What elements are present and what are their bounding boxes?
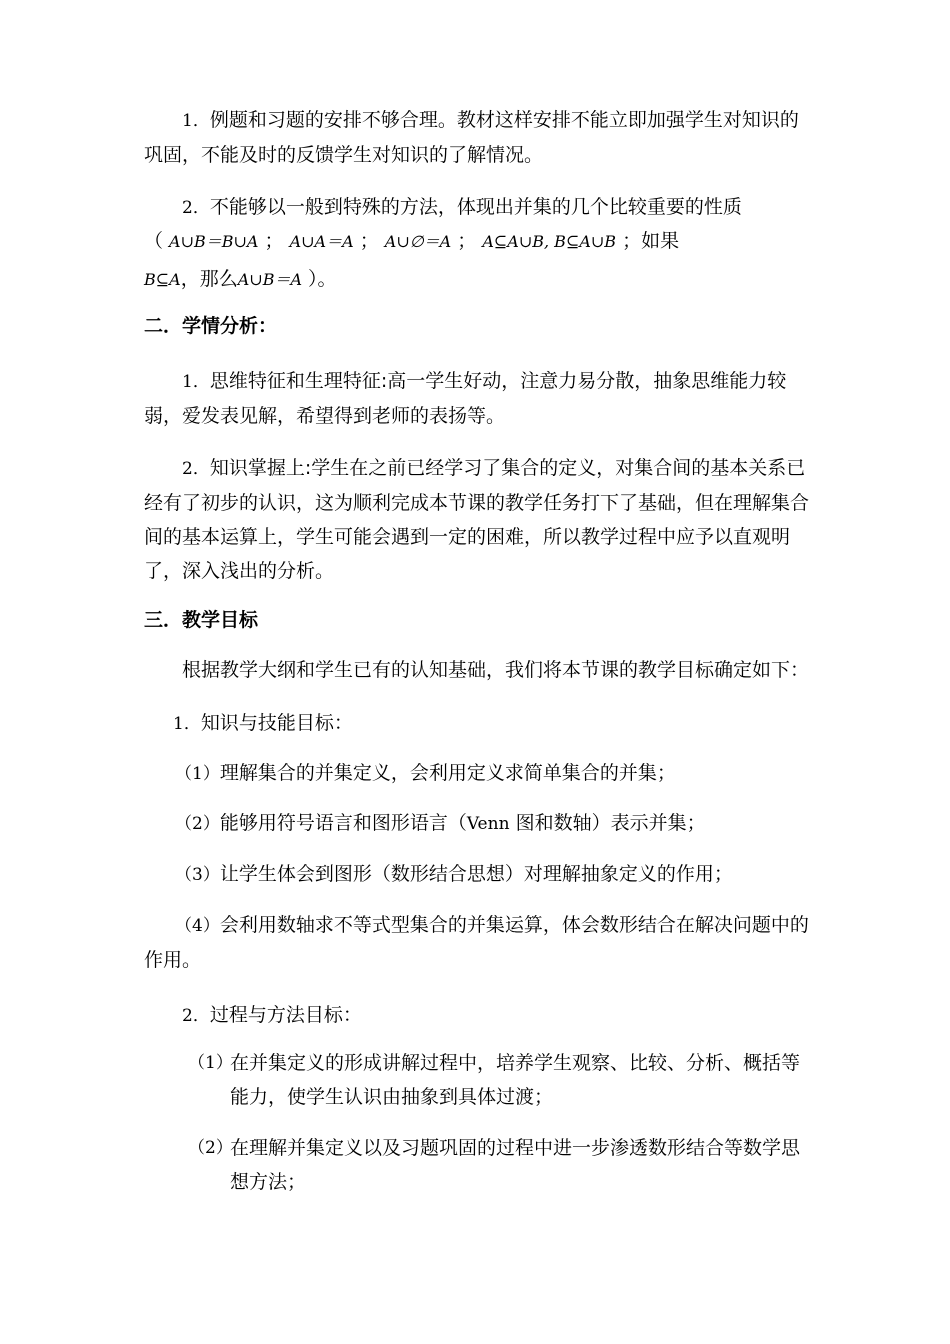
paragraph-text: 理解集合的并集定义，会利用定义求简单集合的并集； bbox=[219, 762, 676, 784]
paragraph-text: 知识掌握上:学生在之前已经学习了集合的定义，对集合间的基本关系已经有了初步的认识，这为顺利完成本节课的教学任务打下了基础，但在理解集合间的基本运算上，学生可能会遇到一定的困难，所以教学过程中应予以直观明了，深入浅出的分析。 bbox=[144, 457, 810, 582]
goal-title-text: 过程与方法目标： bbox=[209, 1004, 362, 1026]
item-label: （4） bbox=[175, 916, 220, 936]
separator: ； bbox=[258, 230, 290, 252]
goal-1-title bbox=[173, 706, 839, 741]
paragraph-text: 思维特征和生理特征:高一学生好动，注意力易分散，抽象思维能力较弱，爱发表见解，希望得到老师的表扬等。 bbox=[144, 370, 787, 427]
item-number: 2． bbox=[182, 459, 210, 479]
venn-term: Venn bbox=[466, 814, 510, 834]
teaching-goals-intro: 根据教学大纲和学生已有的认知基础，我们将本节课的教学目标确定如下： bbox=[182, 659, 810, 681]
item-number: 1． bbox=[173, 714, 201, 734]
paragraph-text: 在理解并集定义以及习题巩固的过程中进一步渗透数形结合等数学思想方法； bbox=[230, 1137, 801, 1193]
formula-empty-set: A∪∅＝A bbox=[384, 232, 452, 251]
item-label: （2） bbox=[175, 814, 220, 834]
item-label: （2） bbox=[188, 1138, 233, 1158]
goal-2-item-1 bbox=[188, 1046, 810, 1116]
goal-2-title bbox=[182, 998, 848, 1033]
section-heading-student-analysis: 二．学情分析： bbox=[144, 315, 278, 337]
student-analysis-item-1 bbox=[144, 364, 810, 433]
item-label: （1） bbox=[188, 1053, 233, 1073]
item-label: （1） bbox=[175, 764, 220, 784]
item-number: 1． bbox=[182, 111, 210, 131]
paragraph-text: 例题和习题的安排不够合理。教材这样安排不能立即加强学生对知识的巩固，不能及时的反馈学生对知识的了解情况。 bbox=[144, 109, 799, 166]
item-number: 2． bbox=[182, 198, 210, 218]
item-number: 2． bbox=[182, 1006, 210, 1026]
paragraph-text: 让学生体会到图形（数形结合思想）对理解抽象定义的作用； bbox=[219, 863, 733, 885]
goal-2-item-2 bbox=[188, 1131, 810, 1201]
formula-idempotent: A∪A＝A bbox=[289, 232, 354, 251]
separator: ； bbox=[353, 230, 385, 252]
goal-1-item-2 bbox=[175, 806, 841, 841]
paragraph-text: 不能够以一般到特殊的方法，体现出并集的几个比较重要的性质 bbox=[209, 196, 742, 218]
paragraph-text: ，那么 bbox=[180, 268, 238, 290]
formula-subset: A⊆A∪B, B⊆A∪B bbox=[482, 232, 617, 251]
item-number: 1． bbox=[182, 372, 210, 392]
student-analysis-item-2 bbox=[144, 451, 810, 588]
goal-title-text: 知识与技能目标： bbox=[200, 712, 353, 734]
problem-item-1 bbox=[144, 103, 810, 172]
union-properties-line-2 bbox=[144, 262, 810, 297]
formula-condition: B⊆A bbox=[144, 270, 181, 289]
separator: ； bbox=[451, 230, 483, 252]
formula-result: A∪B＝A bbox=[237, 270, 303, 289]
paren-open: （ bbox=[144, 230, 170, 252]
paren-close: ）。 bbox=[302, 268, 337, 290]
paragraph-text: 在并集定义的形成讲解过程中，培养学生观察、比较、分析、概括等能力，使学生认识由抽象到具体过渡； bbox=[230, 1052, 801, 1108]
goal-1-item-3 bbox=[175, 857, 841, 892]
problem-item-2 bbox=[144, 190, 810, 225]
paragraph-text: ；如果 bbox=[616, 230, 680, 252]
paragraph-text: 能够用符号语言和图形语言（ bbox=[219, 812, 467, 834]
item-label: （3） bbox=[175, 865, 220, 885]
section-heading-teaching-goals: 三．教学目标 bbox=[144, 609, 259, 631]
goal-1-item-4 bbox=[144, 908, 810, 977]
goal-1-item-1 bbox=[175, 756, 841, 791]
union-properties-line bbox=[144, 224, 810, 259]
paragraph-text: 图和数轴）表示并集； bbox=[509, 812, 706, 834]
paragraph-text: 会利用数轴求不等式型集合的并集运算，体会数形结合在解决问题中的作用。 bbox=[144, 914, 809, 971]
formula-commutative: A∪B＝B∪A bbox=[169, 232, 259, 251]
